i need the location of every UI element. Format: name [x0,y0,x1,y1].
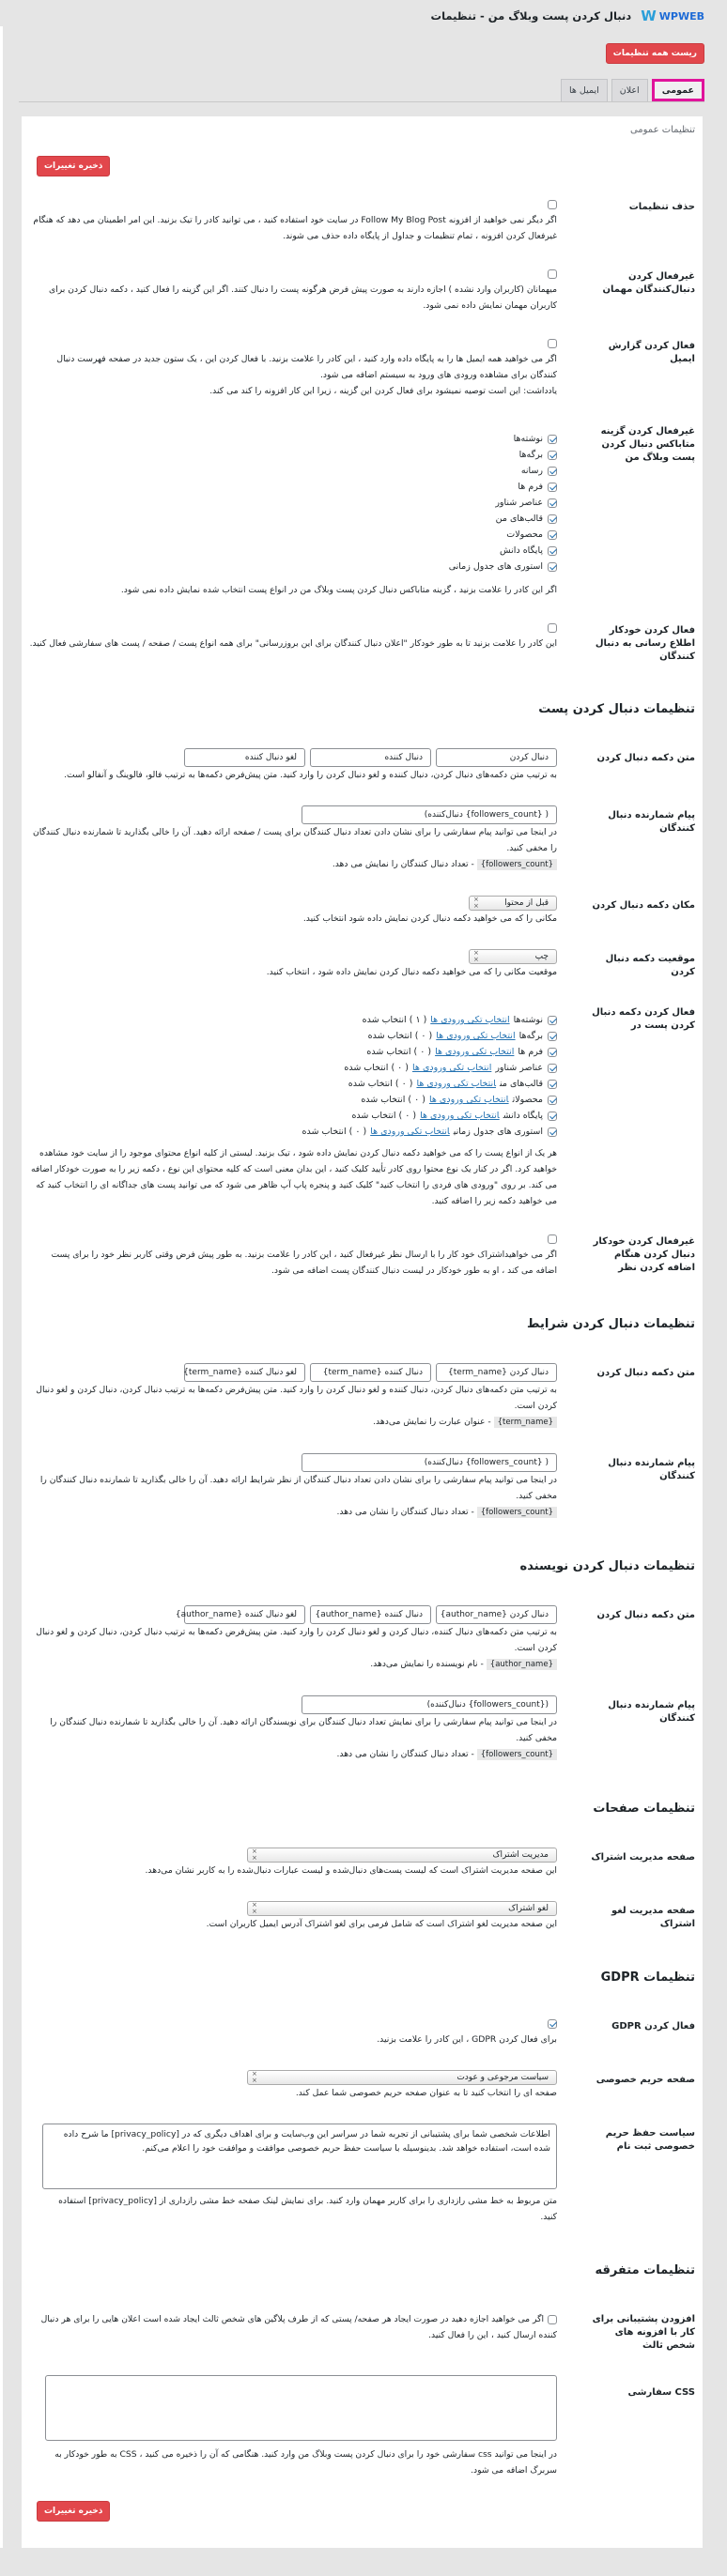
checkbox[interactable] [548,1096,557,1105]
checkbox[interactable] [548,435,557,444]
delete-settings-checkbox[interactable] [548,200,557,209]
author-following-text-input[interactable]: دنبال کننده {author_name} [310,1605,431,1624]
row-post-counter [22,805,703,873]
privacy-policy-desc: متن مربوط به خط مشی رازداری را برای کاربر مهمان وارد کنید. برای نمایش لینک صفحه خط مشی رازداری از [privacy_policy] استفاده کنید. [58,2196,557,2222]
tab-emails[interactable]: ایمیل ها [561,79,608,101]
checkbox[interactable] [548,514,557,524]
unsubscribe-manage-select[interactable] [247,1901,557,1916]
row-disable-on-comment [22,1232,703,1279]
author-button-text-desc: به ترتیب متن دکمه‌های دنبال کننده، دنبال کردن و لغو دنبال کردن را وارد کنید. متن پیش‌فرض دکمه‌ها به ترتیب دنبال کردن، دنبال کردن و لغو دنبال کردن است. [36,1627,557,1653]
checkbox[interactable] [548,1048,557,1057]
selected-count: ( ۱ ) انتخاب شده [362,1015,427,1025]
row-third-party [22,2309,703,2353]
button-place-select[interactable] [469,896,557,911]
settings-tabs [19,79,704,102]
disable-on-comment-checkbox[interactable] [548,1234,557,1244]
row-privacy-policy [22,2124,703,2225]
privacy-page-label: صفحه حریم خصوصی [596,2075,695,2085]
row-delete-settings [22,197,703,244]
select-entries-link[interactable]: انتخاب تکی ورودی ها [428,1095,509,1105]
checkbox[interactable] [548,1127,557,1137]
section-term-follow-title: تنظیمات دنبال کردن شرایط [527,1317,695,1331]
page-header [24,6,704,26]
metabox-option[interactable] [29,511,557,527]
option-label: پایگاه دانش [503,1111,543,1121]
custom-css-label: CSS سفارشی [627,2387,695,2398]
select-value: مدیریت اشتراک [492,1850,549,1860]
enable-in-option [29,1012,557,1028]
metabox-option[interactable] [29,463,557,479]
disable-on-comment-desc: اگر می خواهیداشتراک خود کار را با ارسال نظر غیرفعال کنید ، این کادر را علامت بزنید. به طور پیش فرض وقتی کاربر نظر خود را برای پست اضافه می کند ، او به طور خودکار در لیست دنبال کنندگان پست اضافه می شود. [51,1250,557,1276]
term-name-code: {term_name} [494,1417,557,1428]
metabox-option[interactable] [29,559,557,575]
checkbox[interactable] [548,562,557,572]
selected-count: ( ۰ ) انتخاب شده [344,1063,410,1073]
subscribe-manage-select[interactable] [247,1848,557,1863]
metabox-option[interactable] [29,495,557,511]
term-button-text-label: متن دکمه دنبال کردن [596,1368,695,1378]
button-place-desc: مکانی را که می خواهید دکمه دنبال کردن نمایش داده شود انتخاب کنید. [302,913,557,924]
row-subscribe-manage [22,1848,703,1878]
selected-count: ( ۰ ) انتخاب شده [302,1127,367,1137]
checkbox[interactable] [548,1080,557,1089]
option-label: پایگاه دانش [500,545,543,556]
privacy-policy-textarea[interactable]: اطلاعات شخصی شما برای پشتیبانی از تجربه شما در سراسر این وب‌سایت و برای اهداف دیگری که در [privacy_policy] ما شرح داده شده است، استفاده خواهد شد. بدینوسیله با سیاست حفظ حریم خصوصی موافقت و موافقت خود را اعلام می‌کنم. [42,2124,557,2189]
clear-icon[interactable]: × × [252,2070,257,2084]
select-entries-link[interactable]: انتخاب تکی ورودی ها [435,1047,515,1057]
select-value: سیاست مرجوعی و عودت [456,2073,549,2082]
row-button-position [22,949,703,980]
gdpr-enable-label: فعال کردن GDPR [611,2021,695,2032]
settings-panel [22,116,703,2548]
wpweb-logo [641,8,704,24]
term-counter-desc: در اینجا می توانید پیام سفارشی را برای نشان دادن تعداد دنبال کنندگان از نظر شرایط ارائه دهید. آن را خالی بگذارید تا شمارنده دنبال کنندگان را مخفی کنید. [39,1475,557,1501]
option-label: قالب‌های من [495,514,543,524]
checkbox[interactable] [548,1064,557,1073]
disable-guest-desc: میهمانان (کاربران وارد نشده ) اجازه دارند به صورت پیش فرض هرگونه پست را دنبال کنند. اگر این گزینه را فعال کنید ، دکمه دنبال کردن برای کاربران مهمان نمایش داده نمی شود. [48,284,557,311]
clear-icon[interactable]: × × [473,896,479,910]
row-disable-metabox [22,422,703,598]
email-log-label: فعال کردن گزارش ایمیل [608,341,695,364]
metabox-option[interactable] [29,543,557,559]
left-edge [0,26,3,2548]
option-label: رسانه [520,466,543,476]
auto-notify-checkbox[interactable] [548,623,557,633]
author-followers-count-code-desc: - تعداد دنبال کنندگان را نشان می دهد. [336,1749,477,1759]
row-button-place [22,896,703,927]
page-title: دنبال کردن پست وبلاگ من - تنظیمات [430,9,632,23]
gdpr-enable-checkbox[interactable] [548,2019,557,2029]
option-label: فرم ها [518,482,543,492]
unfollow-text-input[interactable]: لغو دنبال کننده [184,748,305,767]
enable-follow-in-desc: هر یک از انواع پست را که می خواهید دکمه دنبال کردن نمایش داده شود ، تیک بزنید. لیستی از کلیه انواع محتوای موجود را از سایت خود مشاهده خواهید کرد. اگر در کنار یک نوع محتوا روی کادر تأیید کلیک کنید ، این بدان معنی است که کلیه محتوای این نوع ، دکمه زیر را به صورت خودکار اضافه می کند. بر روی "ورودی های فردی را انتخاب کنید" کلیک کنید و پنجره پاپ آپ ظاهر می شود که می توانید پست های جداگانه ای را انتخاب کنید که می خواهید دکمه زیر را اضافه کنید. [31,1148,557,1206]
post-button-text-desc: به ترتیب متن دکمه‌های دنبال کردن، دنبال کننده و لغو دنبال کردن را وارد کنید. متن پیش‌فرض دکمه‌ها به ترتیب فالو، فالوینگ و آنفالو است. [64,770,557,780]
selected-count: ( ۰ ) انتخاب شده [348,1079,413,1089]
email-log-desc: اگر می خواهید همه ایمیل ها را به پایگاه داده وارد کنید ، این کادر را علامت بزنید. با فعال کردن این ، یک ستون جدید در صفحه فهرست دنبال کنندگان برای مشاهده ورودی های ورود به سیستم اضافه می شود. [56,354,557,380]
row-auto-notify [22,621,703,664]
row-author-button-text [22,1605,703,1673]
save-changes-button-top[interactable]: ذخیره تغییرات [37,156,110,176]
followers-count-code-desc: - تعداد دنبال کنندگان را نمایش می دهد. [332,859,477,869]
author-button-text-label: متن دکمه دنبال کردن [596,1610,695,1620]
term-following-text-input[interactable]: دنبال کننده {term_name} [310,1363,431,1382]
row-enable-follow-in [22,1003,703,1209]
selected-count: ( ۰ ) انتخاب شده [361,1095,425,1105]
term-followers-count-code-desc: - تعداد دنبال کنندگان را نشان می دهد. [336,1507,477,1517]
email-log-note: یادداشت: این است توصیه نمیشود برای فعال کردن این گزینه ، زیرا این کار افزونه را کند می کند. [209,386,557,396]
checkbox[interactable] [548,451,557,460]
checkbox[interactable] [548,546,557,556]
disable-on-comment-label: غیرفعال کردن خودکار دنبال کردن هنگام اضافه کردن نظر [593,1236,695,1273]
row-post-button-text [22,748,703,783]
metabox-option[interactable] [29,431,557,447]
disable-guest-label: غیرفعال کردن دنبال‌کنندگان مهمان [602,271,695,295]
auto-notify-desc: این کادر را علامت بزنید تا به طور خودکار "اعلان دنبال کنندگان برای این بروزرسانی" برای همه انواع پست / صفحه / پست های سفارشی فعال کنید. [29,638,557,649]
unsubscribe-manage-label: صفحه مدیریت لغو اشتراک [611,1906,695,1929]
row-gdpr-enable [22,2016,703,2047]
button-place-label: مکان دکمه دنبال کردن [592,900,695,911]
author-name-code: {author_name} [487,1659,557,1670]
privacy-policy-label: سیاست حفظ حریم خصوصی ثبت نام [605,2128,695,2152]
select-entries-link[interactable]: انتخاب تکی ورودی ها [412,1063,492,1073]
third-party-checkbox[interactable] [548,2315,557,2324]
custom-css-textarea[interactable] [45,2375,557,2441]
post-counter-label: پیام شمارنده دنبال کنندگان [608,810,695,834]
gdpr-enable-desc: برای فعال کردن GDPR ، این کادر را علامت بزنید. [377,2034,557,2045]
term-followers-count-code: {followers_count} [477,1507,557,1518]
button-position-label: موقعیت دکمه دنبال کردن [605,954,695,977]
checkbox[interactable] [548,530,557,540]
enable-follow-in-label: فعال کردن دکمه دنبال کردن پست در [592,1007,695,1031]
select-entries-link[interactable]: انتخاب تکی ورودی ها [416,1079,497,1089]
subscribe-manage-label: صفحه مدیریت اشتراک [591,1852,695,1863]
author-followers-count-code: {followers_count} [477,1749,557,1760]
option-label: برگه‌ها [518,1031,543,1041]
term-counter-label: پیام شمارنده دنبال کنندگان [608,1458,695,1481]
reset-all-settings-button[interactable]: ریست همه تنظیمات [606,43,704,64]
post-counter-desc: در اینجا می توانید پیام سفارشی را برای نشان دادن تعداد دنبال کنندگان برای پست / صفحه ارائه دهید. آن را خالی بگذارید تا شمارنده دنبال کنندگان را مخفی کنید. [33,827,557,853]
select-entries-link[interactable]: انتخاب تکی ورودی ها [370,1127,450,1137]
section-misc-title: تنظیمات متفرقه [595,2263,695,2277]
delete-settings-label: حذف تنظیمات [628,202,695,212]
followers-count-code: {followers_count} [477,859,557,870]
selected-count: ( ۰ ) انتخاب شده [367,1031,433,1041]
checkbox[interactable] [548,1016,557,1025]
author-counter-label: پیام شمارنده دنبال کنندگان [608,1700,695,1724]
checkbox[interactable] [548,1032,557,1041]
button-position-select[interactable] [469,949,557,964]
option-label: برگه‌ها [518,450,543,460]
option-label: نوشته‌ها [513,434,543,444]
section-post-follow-title: تنظیمات دنبال کردن پست [538,702,695,716]
section-pages-title: تنظیمات صفحات [593,1802,695,1816]
row-custom-css [22,2375,703,2478]
follow-text-input[interactable]: دنبال کردن [436,748,557,767]
third-party-label: افزودن پشتیبانی برای کار با افزونه های شخص ثالث [592,2314,695,2351]
metabox-option[interactable] [29,527,557,543]
option-label: استوری های جدول زمانی [453,1127,543,1137]
term-button-text-desc: به ترتیب متن دکمه‌های دنبال کردن، دنبال کننده و لغو دنبال کردن را وارد کنید. متن پیش‌فرض دکمه‌ها به ترتیب دنبال کردن، دنبال کردن و لغو دنبال کردن است. [36,1385,557,1411]
custom-css-desc: در اینجا می توانید css سفارشی خود را برای دنبال کردن پست وبلاگ من وارد کنید. هنگامی که آن را ذخیره می کنید ، CSS به طور خودکار به سربرگ اضافه می شود. [54,2449,557,2476]
selected-count: ( ۰ ) انتخاب شده [366,1047,432,1057]
button-position-desc: موقعیت مکانی را که می خواهید دکمه دنبال کردن نمایش داده شود ، انتخاب کنید. [266,967,557,977]
select-value: چپ [534,952,549,961]
select-entries-link[interactable]: انتخاب تکی ورودی ها [430,1015,510,1025]
privacy-page-desc: صفحه ای را انتخاب کنید تا به عنوان صفحه حریم خصوصی شما عمل کند. [295,2088,557,2098]
enable-in-option [29,1060,557,1076]
wpweb-logo-icon: W [641,8,657,24]
row-term-button-text [22,1363,703,1431]
row-email-log [22,336,703,399]
post-counter-input[interactable]: ( {followers_count} دنبال‌کننده) [302,805,557,824]
row-unsubscribe-manage [22,1901,703,1932]
logo-text: WPWEB [658,9,704,23]
author-name-code-desc: - نام نویسنده را نمایش می‌دهد. [370,1659,487,1669]
metabox-option[interactable] [29,479,557,495]
option-label: محصولات [512,1095,543,1105]
option-label: عناصر شناور [495,498,543,508]
metabox-option[interactable] [29,447,557,463]
option-label: قالب‌های من [500,1079,543,1089]
select-value: قبل از محتوا [504,898,549,908]
select-value: لغو اشتراک [508,1904,549,1913]
unsubscribe-manage-desc: این صفحه مدیریت لغو اشتراک است که شامل فرمی برای لغو اشتراک آدرس ایمیل کاربران است. [206,1919,557,1929]
delete-settings-desc: اگر دیگر نمی خواهید از افزونه Follow My Blog Post در سایت خود استفاده کنید ، می توانید کادر را تیک بزنید. این امر اطمینان می دهد که هنگام غیرفعال کردن افزونه ، تمام تنظیمات و جداول از پایگاه داده حذف می شوند. [33,215,557,241]
checkbox[interactable] [548,498,557,508]
enable-in-option [29,1124,557,1140]
enable-in-option [29,1076,557,1092]
section-gdpr-title: تنظیمات GDPR [600,1970,695,1985]
section-author-follow-title: تنظیمات دنبال کردن نویسنده [519,1559,695,1573]
author-follow-text-input[interactable]: دنبال کردن {author_name} [436,1605,557,1624]
author-counter-input[interactable]: ({followers_count} دنبال‌کننده) [302,1695,557,1714]
tab-general[interactable]: عمومی [652,79,704,101]
selected-count: ( ۰ ) انتخاب شده [351,1111,417,1121]
option-label: نوشته‌ها [513,1015,543,1025]
following-text-input[interactable]: دنبال کننده [310,748,431,767]
select-entries-link[interactable]: انتخاب تکی ورودی ها [420,1111,500,1121]
save-changes-button-bottom[interactable]: ذخیره تغییرات [37,2501,110,2522]
checkbox[interactable] [548,1112,557,1121]
tab-notification[interactable]: اعلان [611,79,648,101]
row-author-counter [22,1695,703,1763]
option-label: استوری های جدول زمانی [448,561,543,572]
row-privacy-page [22,2070,703,2101]
disable-guest-checkbox[interactable] [548,269,557,279]
disable-metabox-label: غیرفعال کردن گزینه متاباکس دنبال کردن پست وبلاگ من [600,426,695,463]
page-top [0,0,727,102]
email-log-checkbox[interactable] [548,339,557,348]
auto-notify-label: فعال کردن خودکار اطلاع رسانی به دنبال کنندگان [595,625,695,662]
term-unfollow-text-input[interactable]: لغو دنبال کننده {term_name} [184,1363,305,1382]
subscribe-manage-desc: این صفحه مدیریت اشتراک است که لیست پست‌های دنبال‌شده و لیست عبارات دنبال‌شده را به کاربر نشان می‌دهد. [145,1865,557,1876]
select-entries-link[interactable]: انتخاب تکی ورودی ها [436,1031,516,1041]
clear-icon[interactable]: × × [252,1901,257,1915]
row-disable-guest [22,267,703,314]
enable-in-option [29,1092,557,1108]
privacy-page-select[interactable] [247,2070,557,2085]
term-follow-text-input[interactable]: دنبال کردن {term_name} [436,1363,557,1382]
enable-in-option [29,1044,557,1060]
checkbox[interactable] [548,467,557,476]
enable-in-option [29,1028,557,1044]
checkbox[interactable] [548,483,557,492]
post-button-text-label: متن دکمه دنبال کردن [596,753,695,763]
metabox-desc: اگر این کادر را علامت بزنید ، گزینه متاباکس دنبال کردن پست وبلاگ من در انواع پست انتخاب شده نمایش داده نمی شود. [120,585,557,595]
panel-title: تنظیمات عمومی [629,125,695,135]
option-label: فرم ها [518,1047,543,1057]
option-label: محصولات [506,529,543,540]
clear-icon[interactable]: × × [252,1848,257,1862]
term-counter-input[interactable]: ( {followers_count} دنبال‌کننده) [302,1453,557,1472]
clear-icon[interactable]: × × [473,949,479,963]
row-term-counter [22,1453,703,1521]
third-party-desc: اگر می خواهید اجازه دهید در صورت ایجاد هر صفحه/ پستی که از طرف پلاگین های شخص ثالث ایجاد شده است اعلان هایی را برای هر دنبال کننده ارسال کنید ، این را فعال کنید. [40,2314,557,2340]
option-label: عناصر شناور [495,1063,543,1073]
term-name-code-desc: - عنوان عبارت را نمایش می‌دهد. [373,1417,494,1427]
enable-in-option [29,1108,557,1124]
author-counter-desc: در اینجا می توانید پیام سفارشی را برای نمایش تعداد دنبال کنندگان برای نویسندگان ارائه دهید. آن را خالی بگذارید تا شمارنده دنبال کنندگان را مخفی کنید. [50,1717,557,1743]
author-unfollow-text-input[interactable]: لغو دنبال کننده {author_name} [184,1605,305,1624]
